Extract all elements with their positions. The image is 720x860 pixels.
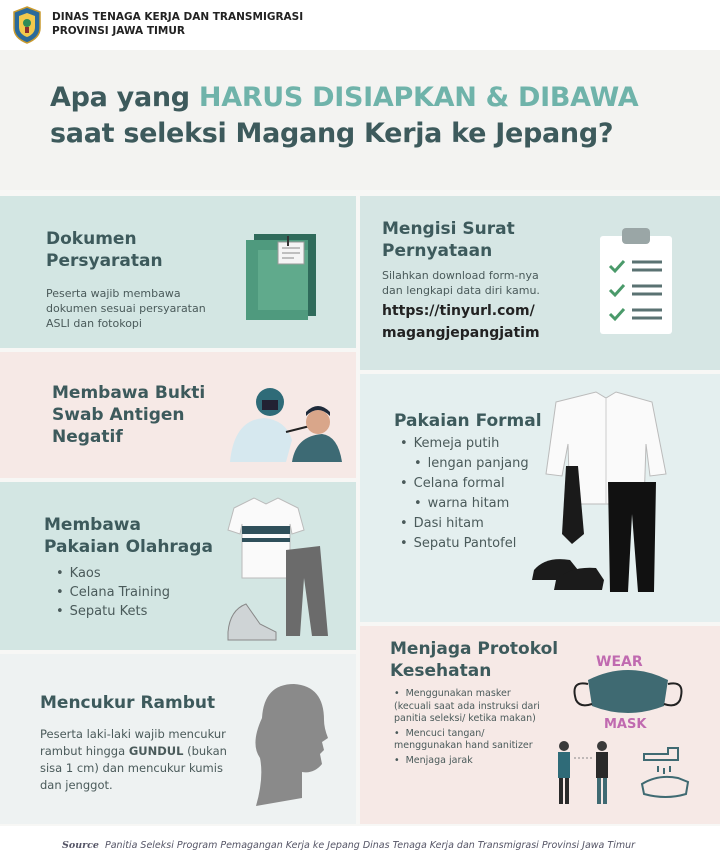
formal-item: • Kemeja putih [400,434,529,454]
olahraga-item: • Kaos [56,564,170,583]
dokumen-desc-2: dokumen sesuai persyaratan [46,302,206,315]
olahraga-title [44,514,213,558]
rambut-desc-2 [40,743,227,760]
card-surat [360,196,720,370]
page-title [50,80,638,152]
protokol-title [390,638,558,682]
headline-highlight: HARUS DISIAPKAN & DIBAWA [198,82,639,113]
card-dokumen [0,196,356,348]
rambut-title: Mencukur Rambut [40,693,216,713]
formal-item: • Dasi hitam [400,514,529,534]
rambut-desc-2c: (bukan [183,744,227,758]
formal-item: • warna hitam [400,494,529,514]
card-swab [0,352,356,478]
surat-desc [382,268,540,298]
rambut-desc-4: dan jenggot. [40,778,113,792]
document-folder-icon [244,232,320,322]
surat-title-1: Mengisi Surat [382,219,515,239]
surat-title [382,218,515,262]
card-formal [360,374,720,622]
protokol-item: • Mencuci tangan/ menggunakan hand sanitizer [394,728,544,753]
swab-title [52,382,205,448]
dokumen-desc-3: ASLI dan fotokopi [46,317,142,330]
olahraga-title-1: Membawa [44,515,141,535]
social-distancing-icon [550,738,620,808]
source-text: Panitia Seleksi Program Pemagangan Kerja ke Jepang Dinas Tenaga Kerja dan Transmigrasi Provinsi Jawa Timur [105,840,636,851]
hand-sanitizer-icon [638,744,694,804]
swab-title-2: Swab Antigen [52,405,185,425]
swab-title-3: Negatif [52,427,123,447]
headline-part1: Apa yang [50,82,199,113]
rambut-desc-2b: GUNDUL [128,744,184,758]
dokumen-desc-1: Peserta wajib membawa [46,287,181,300]
dokumen-title-2: Persyaratan [46,251,163,271]
card-rambut [0,654,356,824]
protokol-item: • Menjaga jarak [394,755,544,768]
headline-line2: saat seleksi Magang Kerja ke Jepang? [50,118,614,149]
formal-clothes-icon [526,384,716,614]
dokumen-title [46,228,163,272]
formal-title: Pakaian Formal [394,411,542,431]
source-label: Source [62,840,99,851]
rambut-desc-3: sisa 1 cm) dan mencukur kumis [40,761,223,775]
rambut-desc [40,726,227,794]
surat-title-2: Pernyataan [382,241,493,261]
wear-mask-icon [566,650,692,730]
rambut-desc-2a: rambut hingga [40,744,129,758]
org-line-2: PROVINSI JAWA TIMUR [52,25,185,37]
bald-head-silhouette-icon [242,678,332,808]
card-olahraga [0,482,356,650]
organization-name [52,10,303,38]
source-note [62,840,635,851]
clipboard-checklist-icon [598,226,674,336]
form-link-1[interactable]: https://tinyurl.com/ [382,303,535,319]
sportswear-icon [224,494,334,644]
protokol-title-2: Kesehatan [390,661,492,681]
surat-desc-2: dan lengkapi data diri kamu. [382,284,540,297]
form-link-2[interactable]: magangjepangjatim [382,325,540,341]
olahraga-title-2: Pakaian Olahraga [44,537,213,557]
dokumen-title-1: Dokumen [46,229,137,249]
mask-word-mask: MASK [604,717,647,732]
formal-item: • Sepatu Pantofel [400,534,529,554]
dokumen-desc [46,286,206,331]
rambut-desc-1: Peserta laki-laki wajib mencukur [40,727,226,741]
province-emblem-icon [12,6,42,44]
card-protokol [360,626,720,824]
swab-title-1: Membawa Bukti [52,383,206,403]
olahraga-item: • Sepatu Kets [56,602,170,621]
mask-word-wear: WEAR [596,654,643,670]
olahraga-list [56,564,170,621]
olahraga-item: • Celana Training [56,583,170,602]
org-line-1: DINAS TENAGA KERJA DAN TRANSMIGRASI [52,11,304,23]
protokol-item: • Menggunakan masker (kecuali saat ada instruksi dari panitia seleksi/ ketika makan) [394,688,544,726]
swab-test-icon [226,370,346,470]
formal-item: • Celana formal [400,474,529,494]
formal-list [400,434,529,554]
surat-desc-1: Silahkan download form-nya [382,269,539,282]
formal-item: • lengan panjang [400,454,529,474]
protokol-title-1: Menjaga Protokol [390,639,559,659]
form-link[interactable] [382,300,540,344]
protokol-list [394,688,544,769]
